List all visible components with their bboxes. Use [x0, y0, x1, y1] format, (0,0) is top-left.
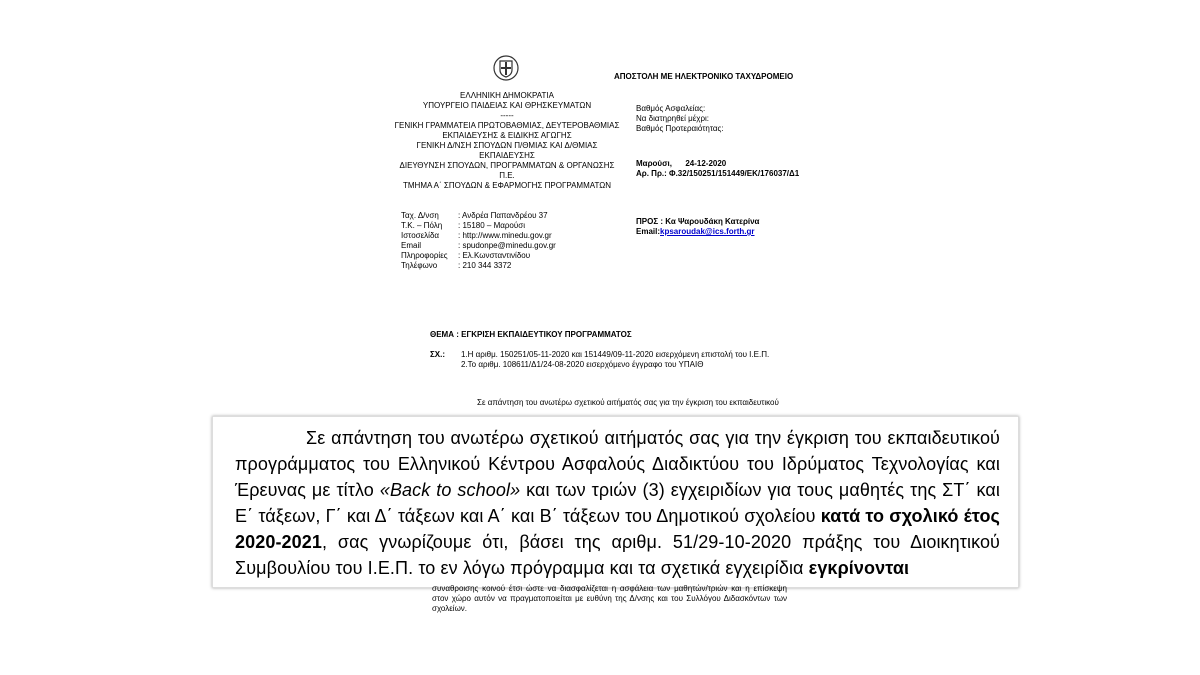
- issuer-line: -----: [500, 111, 514, 120]
- ref-2: 2.Το αριθμ. 108611/Δ1/24-08-2020 εισερχόμενο έγγραφο του ΥΠΑΙΘ: [461, 360, 704, 369]
- contact-value: : spudonpe@minedu.gov.gr: [458, 241, 556, 250]
- contact-key: Ιστοσελίδα: [401, 231, 440, 240]
- issuer-line: ΓΕΝΙΚΗ ΓΡΑΜΜΑΤΕΙΑ ΠΡΩΤΟΒΑΘΜΙΑΣ, ΔΕΥΤΕΡΟΒΑΘΜΙΑΣ: [394, 121, 620, 130]
- zoomed-paragraph: [235, 425, 1000, 581]
- approved-bold: εγκρίνονται: [808, 558, 910, 578]
- contact-row: [401, 221, 556, 231]
- zoom-text-1: Σε απάντηση του ανωτέρω σχετικού αιτήματός σας για την έγκριση του εκπαιδευτικού προγράμματος του Ελληνικού Κέντρου Ασφαλούς Διαδικτύου του Ιδρύματος Τεχνολογίας και Έρευνας με τίτλο: [235, 428, 1000, 500]
- recipient-line: ΠΡΟΣ : Κα Ψαρουδάκη Κατερίνα: [636, 217, 760, 226]
- priority: Βαθμός Προτεραιότητας:: [636, 124, 724, 133]
- zoom-text-3: , σας γνωρίζουμε ότι, βάσει της αριθμ. 51/29-10-2020 πράξης του Διοικητικού Συμβουλίου του Ι.Ε.Π. το εν λόγω πρόγραμμα και τα σχετικά εγχειρίδια: [235, 532, 1000, 578]
- contact-row: [401, 231, 556, 241]
- coat-of-arms-icon: [493, 55, 519, 81]
- ref-1: 1.Η αριθμ. 150251/05-11-2020 και 151449/09-11-2020 εισερχόμενη επιστολή του Ι.Ε.Π.: [461, 350, 770, 359]
- contact-row: [401, 251, 556, 261]
- email-link[interactable]: kpsaroudak@ics.forth.gr: [660, 227, 755, 236]
- contact-value: : Ελ.Κωνσταντινίδου: [458, 251, 531, 260]
- contact-value: : Ανδρέα Παπανδρέου 37: [458, 211, 548, 220]
- contact-key: Τηλέφωνο: [401, 261, 438, 270]
- issuer-line: ΕΛΛΗΝΙΚΗ ΔΗΜΟΚΡΑΤΙΑ: [460, 91, 554, 100]
- issuer-line: Π.Ε.: [499, 171, 515, 180]
- recipient-email: [636, 227, 759, 237]
- school-year-bold: κατά το σχολικό έτος 2020-2021: [235, 506, 1001, 552]
- subject-line: ΘΕΜΑ : ΕΓΚΡΙΣΗ ΕΚΠΑΙΔΕΥΤΙΚΟΥ ΠΡΟΓΡΑΜΜΑΤΟΣ: [430, 330, 632, 339]
- retention: Να διατηρηθεί μέχρι:: [636, 114, 710, 123]
- date-line: Μαρούσι, 24-12-2020: [636, 159, 727, 168]
- date-block: [636, 159, 799, 179]
- program-title: «Back to school»: [379, 480, 521, 500]
- recipient-block: [636, 217, 759, 237]
- zoom-text-2: και των τριών (3) εγχειριδίων για τους μαθητές της ΣΤ΄ και Ε΄ τάξεων, Γ΄ και Δ΄ τάξεων και Α΄ και Β΄ τάξεων του Δημοτικού σχολείου: [235, 480, 1000, 526]
- protocol-line: Αρ. Πρ.: Φ.32/150251/151449/ΕΚ/176037/Δ1: [636, 169, 800, 178]
- contact-value: : http://www.minedu.gov.gr: [458, 231, 552, 240]
- issuer-line: ΥΠΟΥΡΓΕΙΟ ΠΑΙΔΕΙΑΣ ΚΑΙ ΘΡΗΣΚΕΥΜΑΤΩΝ: [422, 101, 592, 110]
- tail-paragraph: συναθροισης κοινού έτσι ώστε να διασφαλίζεται η ασφάλεια των μαθητών/τριών και η επίσκεψη στον χώρο αυτόν να πραγματοποιείται με ευθύνη της Δ/νσης και του Συλλόγου Διδασκόντων των σχολείων.: [432, 584, 787, 613]
- body-paragraph-small: [432, 398, 787, 408]
- security-block: [636, 104, 724, 134]
- zoomed-excerpt: [212, 416, 1019, 588]
- contact-value: : 210 344 3372: [458, 261, 512, 270]
- body-paragraph-text: Σε απάντηση του ανωτέρω σχετικού αιτήματός σας για την έγκριση του εκπαιδευτικού: [477, 398, 779, 407]
- issuer-line: ΕΚΠΑΙΔΕΥΣΗΣ: [479, 151, 535, 160]
- send-note: ΑΠΟΣΤΟΛΗ ΜΕ ΗΛΕΚΤΡΟΝΙΚΟ ΤΑΧΥΔΡΟΜΕΙΟ: [614, 72, 794, 81]
- contact-key: Ταχ. Δ/νση: [401, 211, 439, 220]
- issuer-line: ΓΕΝΙΚΗ Δ/ΝΣΗ ΣΠΟΥΔΩΝ Π/ΘΜΙΑΣ ΚΑΙ Δ/ΘΜΙΑΣ: [416, 141, 598, 150]
- contact-key: Email: [401, 241, 422, 250]
- issuer-block: [388, 91, 626, 191]
- email-label: Email:: [636, 227, 661, 236]
- issuer-line: ΤΜΗΜΑ Α΄ ΣΠΟΥΔΩΝ & ΕΦΑΡΜΟΓΗΣ ΠΡΟΓΡΑΜΜΑΤΩΝ: [403, 181, 611, 190]
- issuer-line: ΔΙΕΥΘΥΝΣΗ ΣΠΟΥΔΩΝ, ΠΡΟΓΡΑΜΜΑΤΩΝ & ΟΡΓΑΝΩΣΗΣ: [399, 161, 615, 170]
- issuer-line: ΕΚΠΑΙΔΕΥΣΗΣ & ΕΙΔΙΚΗΣ ΑΓΩΓΗΣ: [442, 131, 572, 140]
- contact-key: Πληροφορίες: [401, 251, 448, 260]
- security-grade: Βαθμός Ασφαλείας:: [636, 104, 706, 113]
- contact-value: : 15180 – Μαρούσι: [458, 221, 525, 230]
- contact-key: Τ.Κ. – Πόλη: [401, 221, 443, 230]
- contact-row: [401, 261, 556, 271]
- contact-row: [401, 241, 556, 251]
- contact-row: [401, 211, 556, 221]
- contact-block: [401, 211, 556, 271]
- refs-label: ΣΧ.:: [430, 350, 446, 359]
